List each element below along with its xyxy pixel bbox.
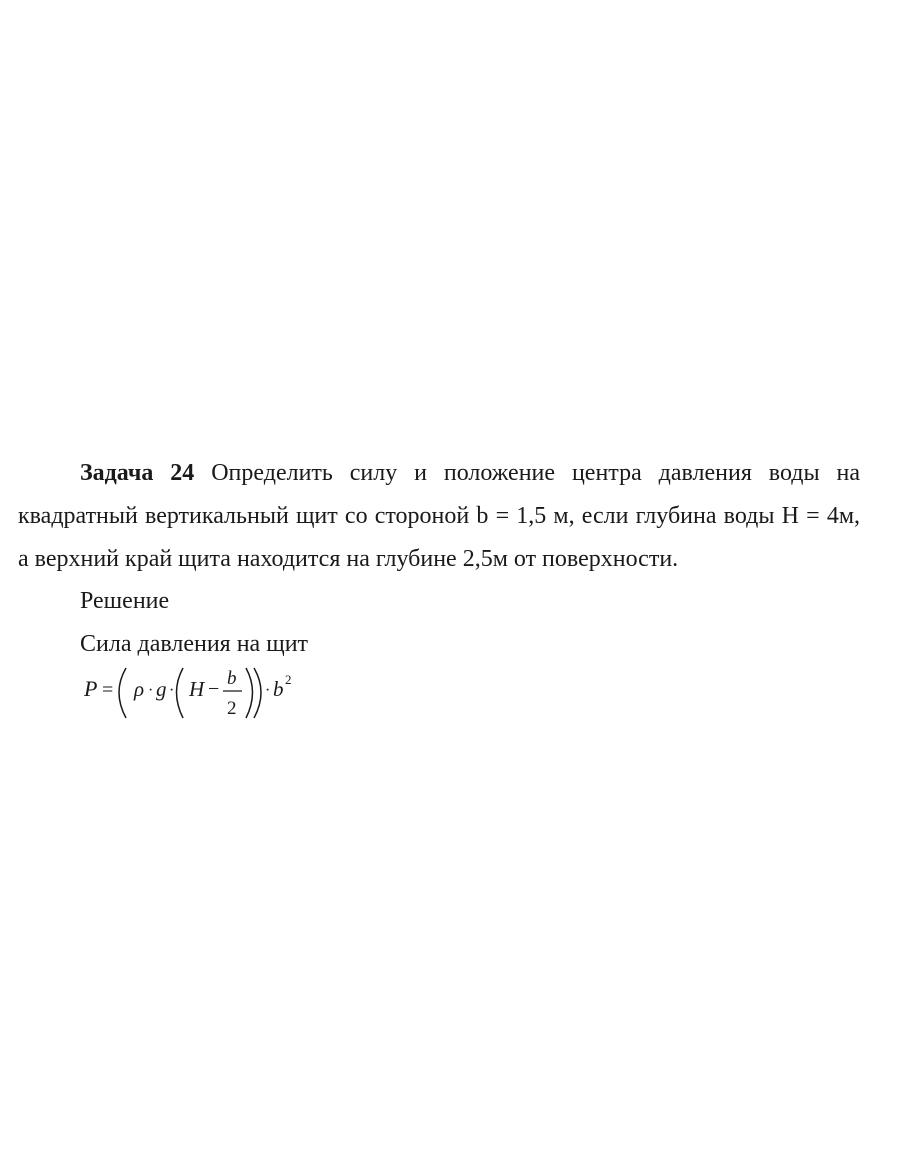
- force-label: Сила давления на щит: [80, 631, 309, 657]
- formula-svg: [82, 660, 322, 730]
- pressure-force-formula: [82, 660, 322, 730]
- fraction-denominator: 2: [227, 698, 237, 719]
- fraction-numerator: b: [227, 668, 237, 689]
- formula-dot-1: ·: [148, 682, 154, 699]
- formula-minus: −: [208, 678, 220, 700]
- formula-dot-2: ·: [169, 682, 175, 699]
- formula-exponent: 2: [285, 672, 292, 687]
- problem-text: Определить силу и положение центра давления воды на квадратный вертикальный щит со стороной b = 1,5 м, если глубина воды H = 4м, а верхний край щита находится на глубине 2,5м от поверхности.: [18, 460, 861, 572]
- problem-statement: [18, 452, 860, 581]
- inner-right-paren: [246, 668, 253, 718]
- outer-left-paren: [119, 668, 126, 718]
- formula-H: H: [189, 677, 205, 701]
- formula-rho: ρ: [134, 677, 145, 701]
- formula-lhs: P: [84, 676, 98, 701]
- problem-title: Задача 24: [80, 460, 195, 486]
- formula-equals: =: [102, 679, 114, 701]
- formula-b: b: [273, 677, 284, 701]
- solution-heading: Решение: [80, 588, 170, 614]
- inner-left-paren: [177, 668, 184, 718]
- formula-dot-3: ·: [265, 682, 271, 699]
- formula-g: g: [156, 677, 167, 701]
- outer-right-paren: [254, 668, 261, 718]
